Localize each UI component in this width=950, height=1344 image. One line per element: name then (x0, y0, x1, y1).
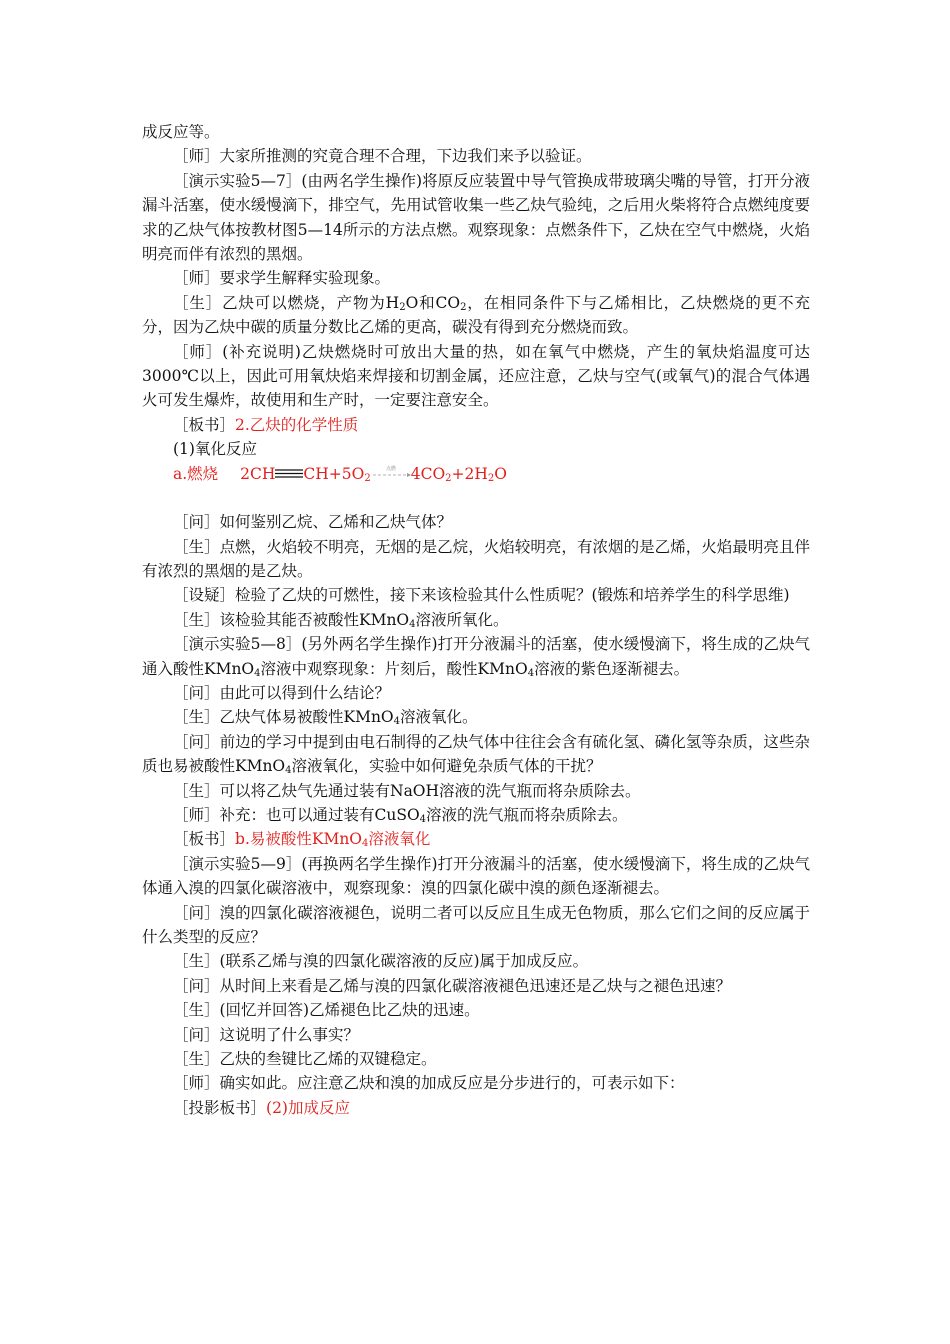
paragraph: ［演示实验5—7］(由两名学生操作)将原反应装置中导气管换成带玻璃尖嘴的导管，打开分液漏斗活塞，使水缓慢滴下，排空气，先用试管收集一些乙炔气验纯，之后用火柴将符合点燃纯度要求的乙炔气体按教材图5—14所示的方法点燃。观察现象：点燃条件下，乙炔在空气中燃烧，火焰明亮而伴有浓烈的黑烟。 (142, 171, 810, 264)
paragraph: 成反应等。 (142, 123, 220, 141)
paragraph: ［问］这说明了什么事实？ (173, 1025, 360, 1044)
section-heading: (1)氧化反应 (173, 440, 257, 459)
triple-bond-icon (275, 469, 303, 478)
combustion-equation: a.燃烧 2CH $CH+5O_2$ 点燃 $4CO_2+2H_2O$ (173, 464, 508, 484)
paragraph: ［设疑］检验了乙炔的可燃性，接下来该检验其什么性质呢？(锻炼和培养学生的科学思维) (173, 586, 790, 605)
paragraph: ［生］(回忆并回答)乙烯褪色比乙炔的迅速。 (173, 1001, 480, 1020)
board-heading: ［板书］2.乙炔的化学性质 (173, 415, 359, 434)
paragraph: ［生］乙炔气体易被酸性KMnO$_4$溶液氧化。 (173, 708, 478, 728)
paragraph: ［生］可以将乙炔气先通过装有NaOH溶液的洗气瓶而将杂质除去。 (173, 781, 641, 800)
board-heading: ［投影板书］(2)加成反应 (173, 1098, 350, 1117)
document-body (142, 120, 810, 1120)
paragraph: ［师］要求学生解释实验现象。 (173, 269, 391, 288)
paragraph: ［问］如何鉴别乙烷、乙烯和乙炔气体？ (173, 513, 453, 532)
paragraph: ［生］点燃，火焰较不明亮，无烟的是乙烷，火焰较明亮，有浓烟的是乙烯，火焰最明亮且伴有浓烈的黑烟的是乙炔。 (142, 537, 810, 580)
spacer (142, 486, 810, 510)
paragraph: ［师］确实如此。应注意乙炔和溴的加成反应是分步进行的，可表示如下： (173, 1074, 685, 1093)
paragraph: ［生］(联系乙烯与溴的四氯化碳溶液的反应)属于加成反应。 (173, 952, 589, 971)
paragraph: ［问］前边的学习中提到由电石制得的乙炔气体中往往会含有硫化氢、磷化氢等杂质，这些杂质也易被酸性KMnO$_4$溶液氧化，实验中如何避免杂质气体的干扰？ (142, 732, 810, 777)
paragraph: ［问］从时间上来看是乙烯与溴的四氯化碳溶液褪色迅速还是乙炔与之褪色迅速？ (173, 976, 732, 995)
paragraph: ［生］乙炔可以燃烧，产物为$H_2O$和$CO_2$，在相同条件下与乙烯相比，乙炔燃烧的更不充分，因为乙炔中碳的质量分数比乙烯的更高，碳没有得到充分燃烧而致。 (142, 293, 810, 337)
paragraph: ［问］由此可以得到什么结论？ (173, 683, 391, 702)
paragraph: ［演示实验5—8］(另外两名学生操作)打开分液漏斗的活塞，使水缓慢滴下，将生成的乙炔气通入酸性KMnO$_4$溶液中观察现象：片刻后，酸性KMnO$_4$溶液的紫色逐渐褪去。 (142, 635, 810, 679)
paragraph: ［生］该检验其能否被酸性KMnO$_4$溶液所氧化。 (173, 610, 509, 630)
reaction-arrow-icon (371, 465, 411, 479)
board-heading: ［板书］b.易被酸性KMnO$_4$溶液氧化 (173, 830, 431, 850)
paragraph: ［师］补充：也可以通过装有CuSO$_4$溶液的洗气瓶而将杂质除去。 (173, 805, 628, 825)
paragraph: ［师］(补充说明)乙炔燃烧时可放出大量的热，如在氧气中燃烧，产生的氧炔焰温度可达3000℃以上，因此可用氧炔焰来焊接和切割金属，还应注意，乙炔与空气(或氧气)的混合气体遇火可发生爆炸，故使用和生产时，一定要注意安全。 (142, 342, 810, 410)
paragraph: ［演示实验5—9］(再换两名学生操作)打开分液漏斗的活塞，使水缓慢滴下，将生成的乙炔气体通入溴的四氯化碳溶液中，观察现象：溴的四氯化碳中溴的颜色逐渐褪去。 (142, 854, 810, 898)
paragraph: ［生］乙炔的叁键比乙烯的双键稳定。 (173, 1050, 437, 1069)
paragraph: ［师］大家所推测的究竟合理不合理，下边我们来予以验证。 (173, 147, 592, 166)
paragraph: ［问］溴的四氯化碳溶液褪色，说明二者可以反应且生成无色物质，那么它们之间的反应属于什么类型的反应？ (142, 903, 810, 946)
condition-label: 点燃 (385, 465, 396, 472)
